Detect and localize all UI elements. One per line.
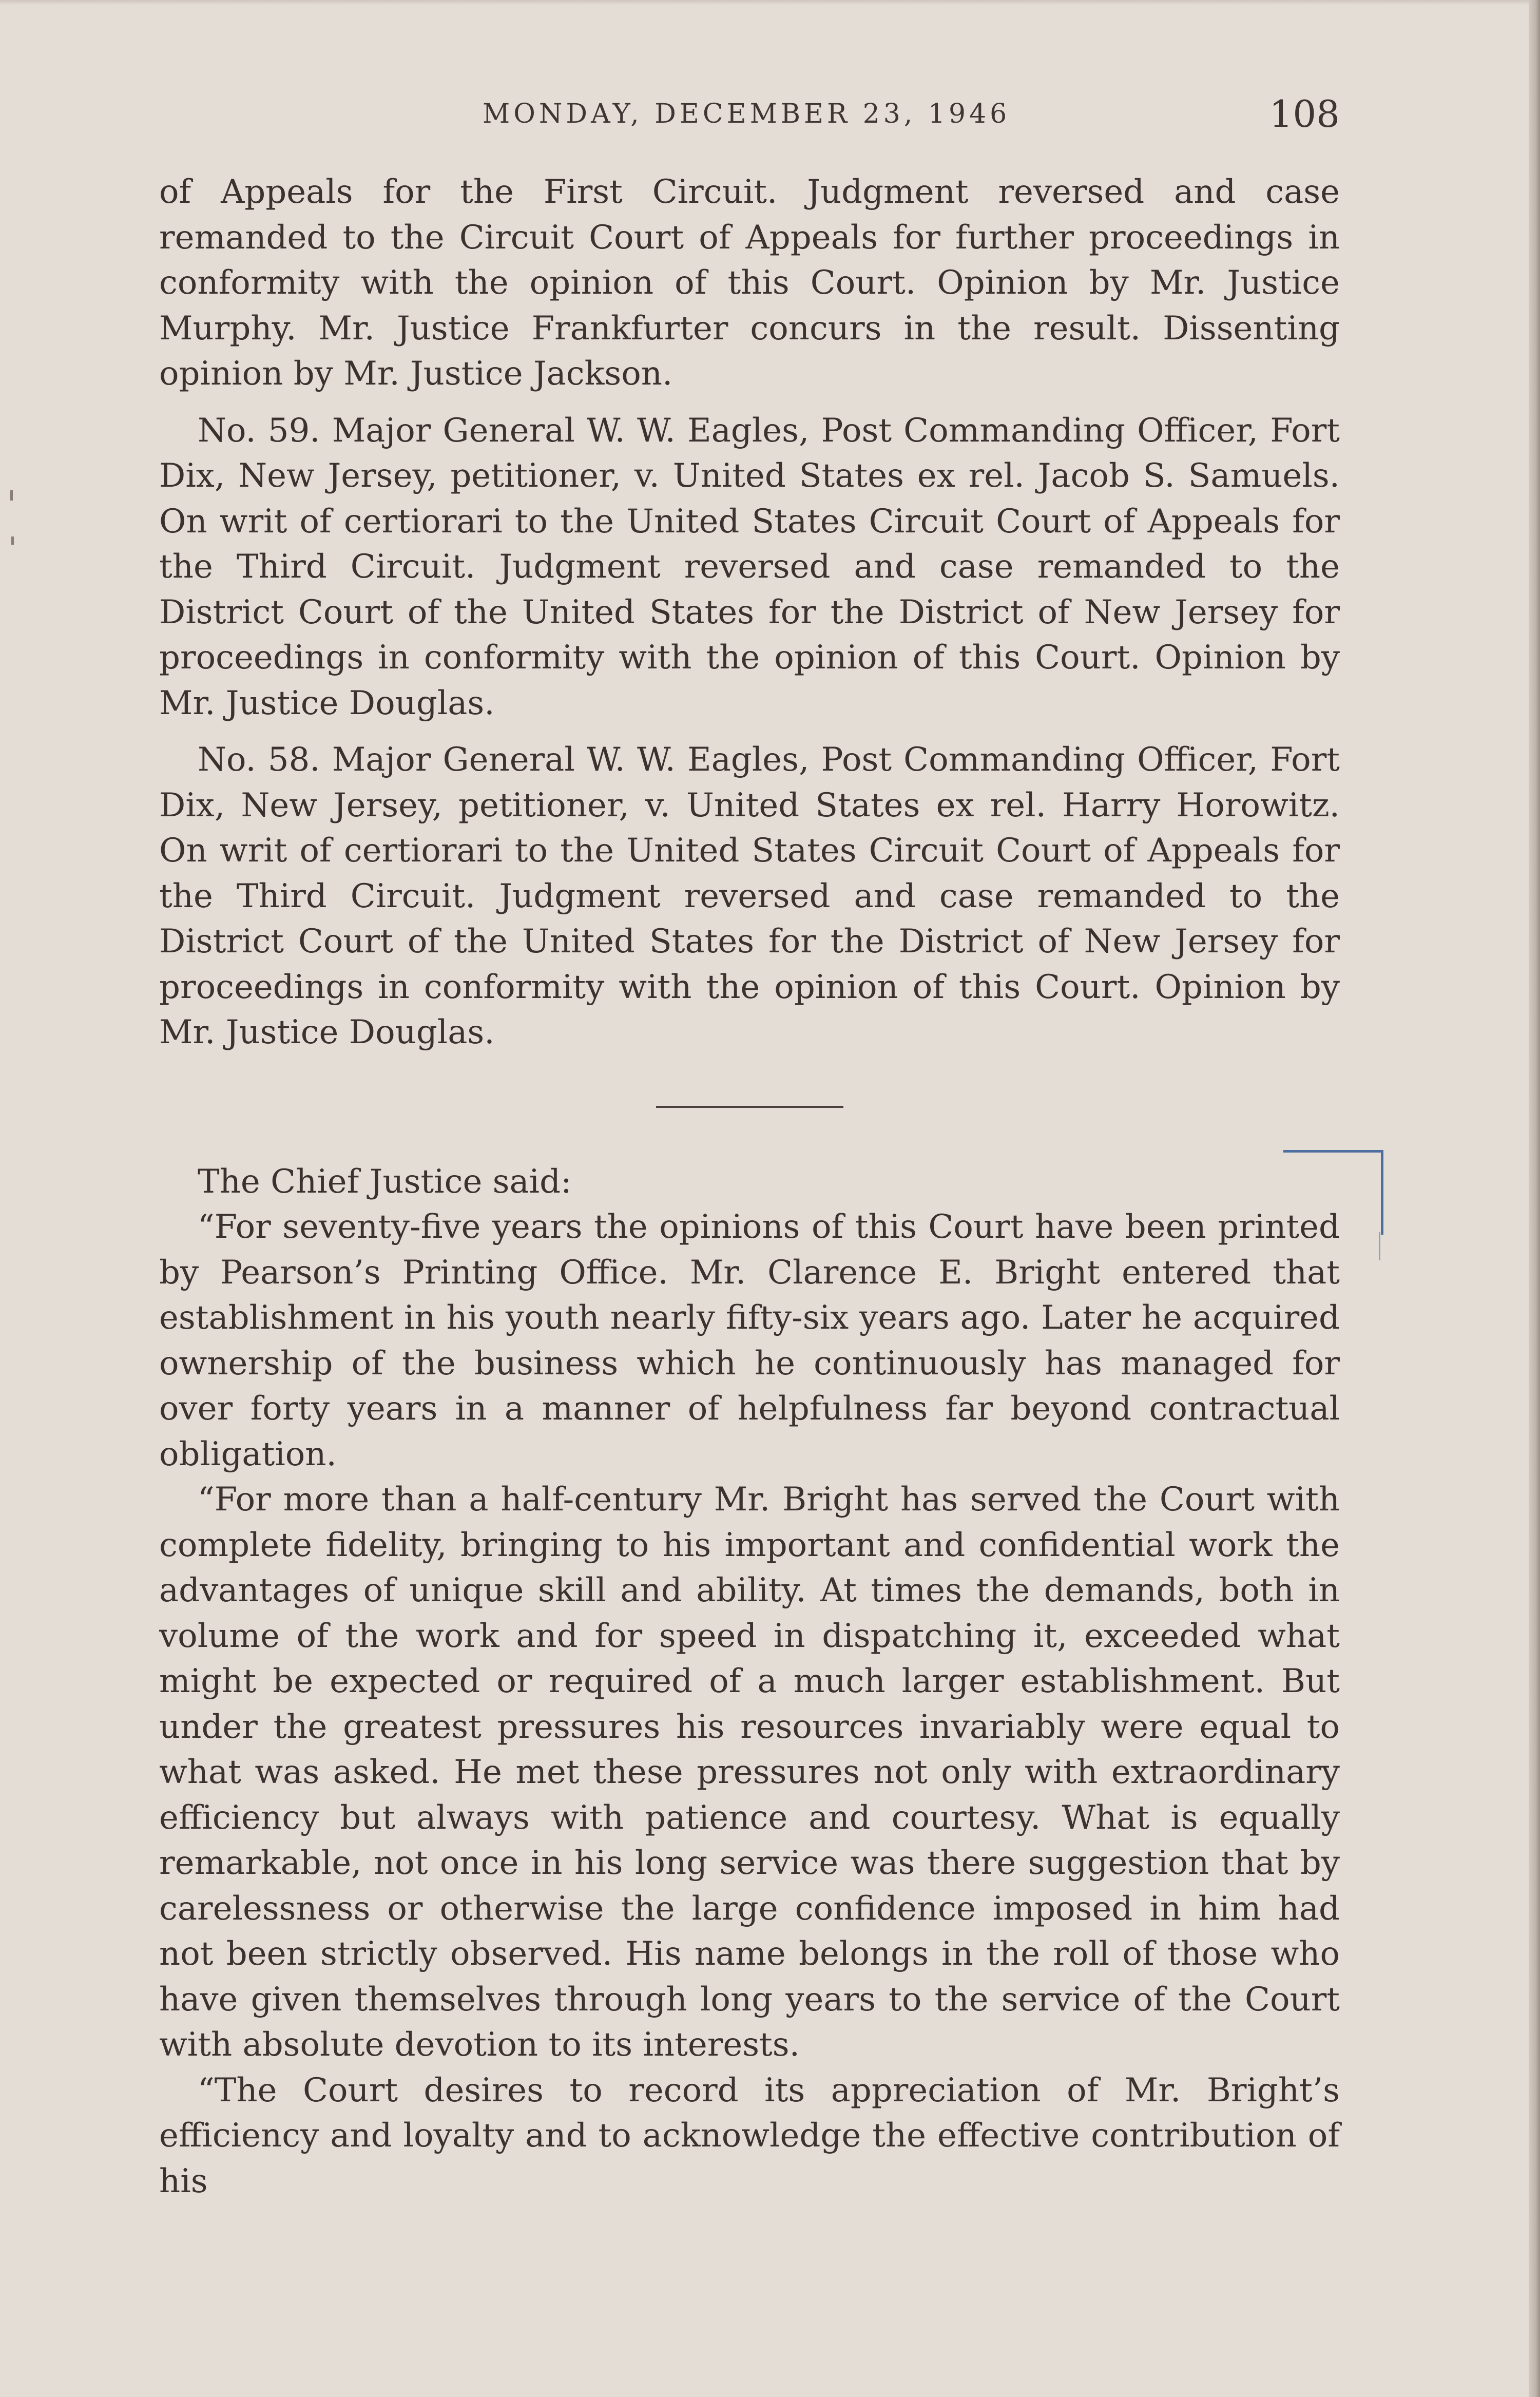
paragraph-tribute-1: “For seventy-five years the opinions of this Court have been printed by Pearson’s Printing Office. Mr. Clarence E. Bright entered that establishment in his youth nearly fifty-six years ago. Later he acquired ownership of the business which he continuously has managed for over forty years in a manner of helpfulness far beyond contractual obligation. (159, 1208, 1340, 1473)
running-head (159, 92, 1340, 139)
paragraph-continuation: of Appeals for the First Circuit. Judgment reversed and case remanded to the Circuit Court of Appeals for further proceedings in conformity with the opinion of this Court. Opinion by Mr. Justice Murphy. Mr. Justice Frankfurter concurs in the result. Dissenting opinion by Mr. Justice Jackson. (159, 173, 1340, 393)
paragraph-tribute-2: “For more than a half-century Mr. Bright has served the Court with complete fidelity, bringing to his important and confidential work the advantages of unique skill and ability. At times the demands, both in volume of the work and for speed in dispatching it, exceeded what might be expected or required of a much larger establishment. But under the greatest pressures his resources invariably were equal to what was asked. He met these pressures not only with extraordinary efficiency but always with patience and courtesy. What is equally remarkable, not once in his long service was there suggestion that by carelessness or otherwise the large confidence imposed in him had not been strictly observed. His name belongs in the roll of those who have given themselves through long years to the service of the Court with absolute devotion to its interests. (159, 1481, 1340, 2064)
paragraph-chief-justice-said: The Chief Justice said: (198, 1162, 572, 1201)
margin-tick (11, 536, 14, 545)
page-edge (1529, 0, 1540, 2397)
section-divider (656, 1106, 843, 1108)
paragraph-case-58: No. 58. Major General W. W. Eagles, Post Commanding Officer, Fort Dix, New Jersey, petitioner, v. United States ex rel. Harry Horowitz. On writ of certiorari to the United States Circuit Court of Appeals for the Third Circuit. Judgment reversed and case remanded to the District Court of the United States for the District of New Jersey for proceedings in conformity with the opinion of this Court. Opinion by Mr. Justice Douglas. (159, 741, 1340, 1051)
pencil-bracket-tail (1379, 1232, 1380, 1260)
text-column (159, 169, 1340, 2204)
paragraph-case-59: No. 59. Major General W. W. Eagles, Post Commanding Officer, Fort Dix, New Jersey, petitioner, v. United States ex rel. Jacob S. Samuels. On writ of certiorari to the United States Circuit Court of Appeals for the Third Circuit. Judgment reversed and case remanded to the District Court of the United States for the District of New Jersey for proceedings in conformity with the opinion of this Court. Opinion by Mr. Justice Douglas. (159, 411, 1340, 722)
page-number: 108 (1269, 92, 1340, 136)
paragraph-tribute-3: “The Court desires to record its appreciation of Mr. Bright’s efficiency and loyalty and to acknowledge the effective contribution of his (159, 2071, 1340, 2200)
page-top-shadow (0, 0, 1540, 5)
running-title: MONDAY, DECEMBER 23, 1946 (483, 99, 1011, 129)
margin-tick (10, 490, 13, 501)
pencil-bracket-mark (1283, 1150, 1383, 1235)
